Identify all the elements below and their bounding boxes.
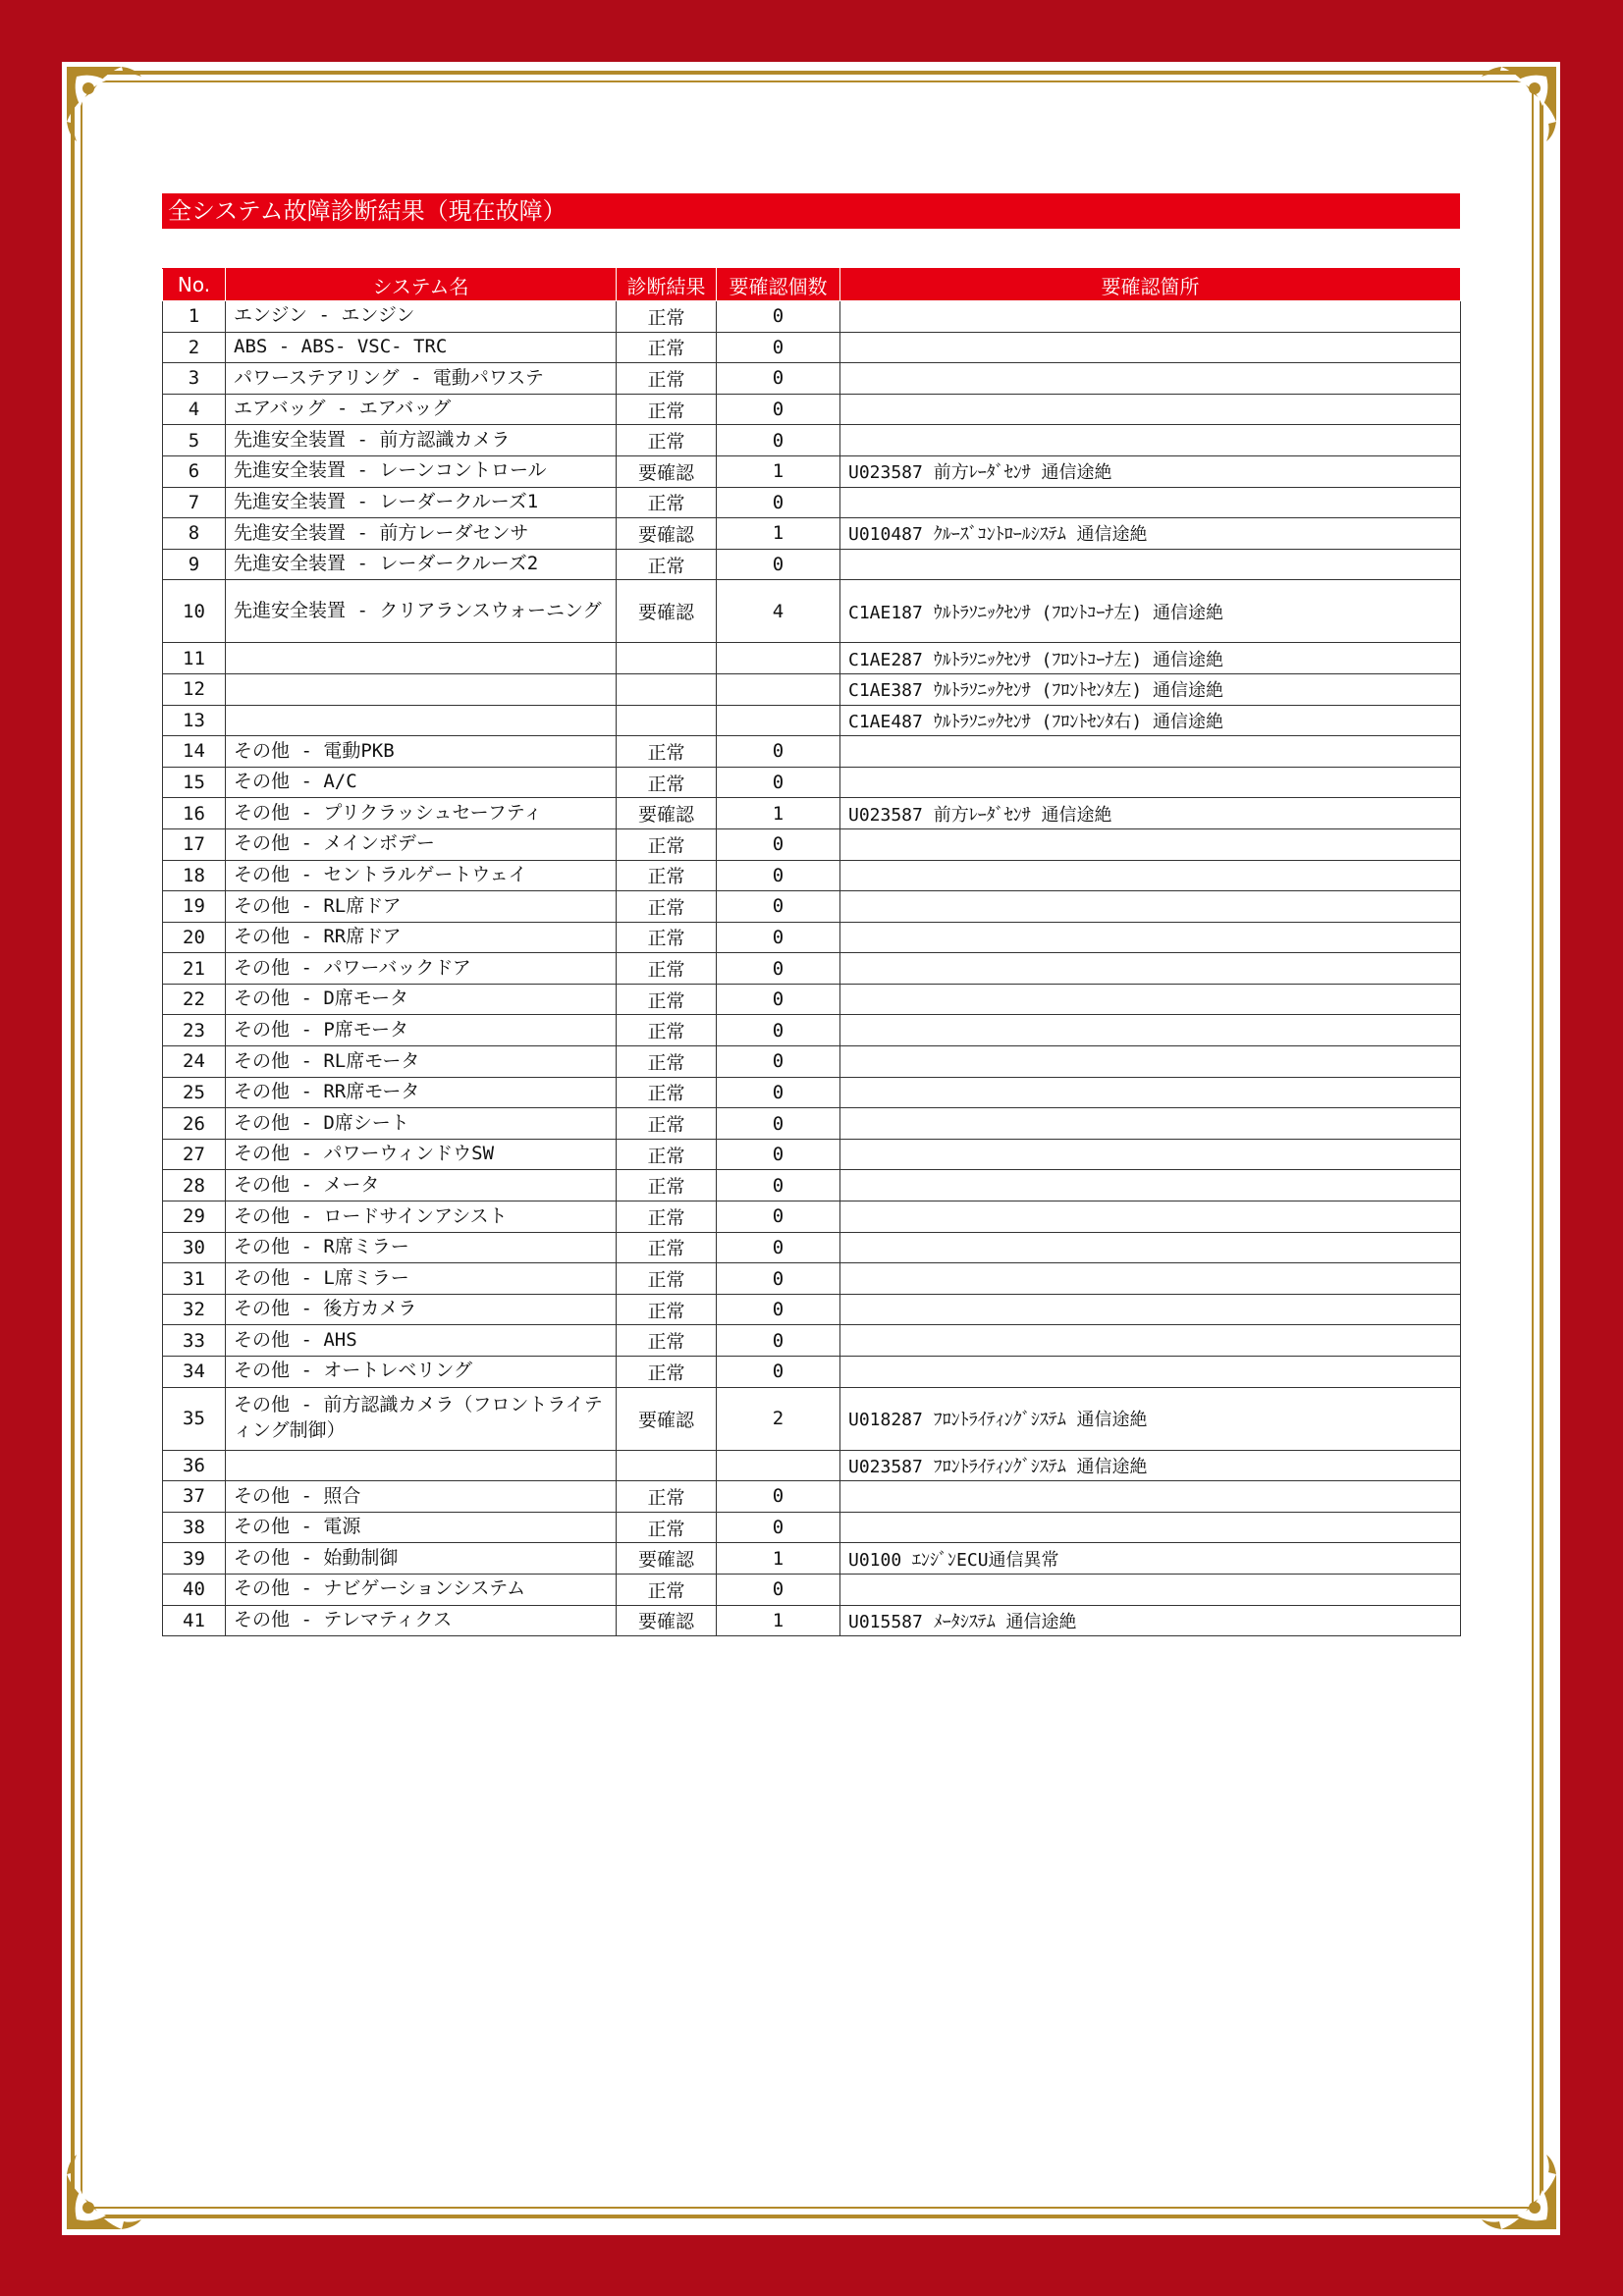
cell-result: 正常 — [617, 1263, 717, 1295]
cell-no: 18 — [163, 860, 226, 891]
cell-result: 正常 — [617, 1015, 717, 1046]
table-row — [163, 1046, 1461, 1078]
cell-no: 11 — [163, 643, 226, 674]
table-row — [163, 767, 1461, 798]
cell-result — [617, 673, 717, 705]
table-row — [163, 487, 1461, 518]
table-row — [163, 1170, 1461, 1201]
header-system: システム名 — [226, 269, 617, 301]
table-row — [163, 891, 1461, 923]
cell-count: 0 — [717, 425, 840, 456]
table-row — [163, 518, 1461, 550]
cell-location: U010487 ｸﾙｰｽﾞｺﾝﾄﾛｰﾙｼｽﾃﾑ 通信途絶 — [840, 518, 1461, 550]
table-header-row — [163, 269, 1461, 301]
cell-count: 0 — [717, 736, 840, 768]
cell-no: 10 — [163, 580, 226, 643]
cell-result: 正常 — [617, 922, 717, 953]
corner-ornament-icon — [1472, 2145, 1560, 2233]
cell-no: 39 — [163, 1543, 226, 1575]
table-row — [163, 1108, 1461, 1140]
cell-location — [840, 984, 1461, 1015]
cell-system: エアバッグ - エアバッグ — [226, 394, 617, 425]
cell-no: 16 — [163, 798, 226, 829]
corner-ornament-icon — [1472, 63, 1560, 151]
cell-count: 2 — [717, 1387, 840, 1450]
cell-system: その他 - ロードサインアシスト — [226, 1201, 617, 1233]
table-row — [163, 736, 1461, 768]
cell-count: 0 — [717, 1574, 840, 1605]
cell-count: 0 — [717, 1357, 840, 1388]
table-row — [163, 549, 1461, 580]
cell-count: 4 — [717, 580, 840, 643]
cell-no: 35 — [163, 1387, 226, 1450]
cell-location — [840, 953, 1461, 985]
cell-count: 0 — [717, 332, 840, 363]
cell-system: その他 - 後方カメラ — [226, 1294, 617, 1325]
cell-no: 2 — [163, 332, 226, 363]
cell-no: 15 — [163, 767, 226, 798]
cell-location — [840, 860, 1461, 891]
cell-location: U023587 ﾌﾛﾝﾄﾗｲﾃｨﾝｸﾞｼｽﾃﾑ 通信途絶 — [840, 1450, 1461, 1481]
table-row — [163, 1294, 1461, 1325]
cell-count: 0 — [717, 1108, 840, 1140]
cell-count — [717, 705, 840, 736]
cell-no: 12 — [163, 673, 226, 705]
cell-result: 正常 — [617, 301, 717, 333]
cell-no: 9 — [163, 549, 226, 580]
cell-result: 要確認 — [617, 1543, 717, 1575]
cell-system: その他 - メータ — [226, 1170, 617, 1201]
cell-location: U015587 ﾒｰﾀｼｽﾃﾑ 通信途絶 — [840, 1605, 1461, 1636]
cell-no: 41 — [163, 1605, 226, 1636]
cell-system: その他 - 照合 — [226, 1481, 617, 1513]
cell-count: 0 — [717, 1046, 840, 1078]
cell-system: その他 - メインボデー — [226, 828, 617, 860]
cell-result: 正常 — [617, 984, 717, 1015]
table-row — [163, 828, 1461, 860]
cell-system: その他 - パワーウィンドウSW — [226, 1139, 617, 1170]
cell-system: その他 - L席ミラー — [226, 1263, 617, 1295]
cell-location — [840, 549, 1461, 580]
cell-location — [840, 1170, 1461, 1201]
cell-location — [840, 363, 1461, 395]
cell-count: 0 — [717, 953, 840, 985]
cell-result: 正常 — [617, 1574, 717, 1605]
table-row — [163, 1232, 1461, 1263]
table-row — [163, 1201, 1461, 1233]
cell-no: 19 — [163, 891, 226, 923]
table-row — [163, 1015, 1461, 1046]
cell-no: 4 — [163, 394, 226, 425]
cell-system: 先進安全装置 - レーンコントロール — [226, 455, 617, 487]
cell-result: 正常 — [617, 953, 717, 985]
cell-no: 33 — [163, 1325, 226, 1357]
table-row — [163, 1077, 1461, 1108]
cell-location: U023587 前方ﾚｰﾀﾞｾﾝｻ 通信途絶 — [840, 798, 1461, 829]
cell-system: その他 - RL席ドア — [226, 891, 617, 923]
corner-ornament-icon — [63, 63, 151, 151]
cell-result — [617, 643, 717, 674]
cell-system — [226, 705, 617, 736]
cell-count: 0 — [717, 1015, 840, 1046]
cell-result: 正常 — [617, 1046, 717, 1078]
cell-count: 0 — [717, 767, 840, 798]
cell-system: その他 - パワーバックドア — [226, 953, 617, 985]
cell-result: 要確認 — [617, 455, 717, 487]
cell-system: その他 - 電源 — [226, 1512, 617, 1543]
cell-location — [840, 828, 1461, 860]
cell-result: 正常 — [617, 1325, 717, 1357]
cell-count: 1 — [717, 455, 840, 487]
cell-location — [840, 736, 1461, 768]
cell-result: 正常 — [617, 363, 717, 395]
cell-no: 14 — [163, 736, 226, 768]
cell-result: 正常 — [617, 332, 717, 363]
cell-location — [840, 1046, 1461, 1078]
header-location: 要確認箇所 — [840, 269, 1461, 301]
cell-system: パワーステアリング - 電動パワステ — [226, 363, 617, 395]
cell-count: 1 — [717, 1543, 840, 1575]
cell-count: 0 — [717, 1294, 840, 1325]
cell-no: 36 — [163, 1450, 226, 1481]
cell-no: 37 — [163, 1481, 226, 1513]
table-row — [163, 1325, 1461, 1357]
cell-no: 28 — [163, 1170, 226, 1201]
cell-no: 5 — [163, 425, 226, 456]
cell-result: 正常 — [617, 394, 717, 425]
cell-count: 0 — [717, 1170, 840, 1201]
cell-location — [840, 1015, 1461, 1046]
cell-count: 1 — [717, 1605, 840, 1636]
cell-count: 0 — [717, 1201, 840, 1233]
cell-count: 0 — [717, 1263, 840, 1295]
cell-result: 正常 — [617, 891, 717, 923]
cell-system: 先進安全装置 - クリアランスウォーニング — [226, 580, 617, 643]
cell-count: 0 — [717, 1481, 840, 1513]
cell-location — [840, 332, 1461, 363]
cell-system: 先進安全装置 - レーダークルーズ2 — [226, 549, 617, 580]
cell-count: 0 — [717, 1139, 840, 1170]
cell-no: 25 — [163, 1077, 226, 1108]
table-row — [163, 425, 1461, 456]
cell-system: その他 - D席モータ — [226, 984, 617, 1015]
table-row — [163, 860, 1461, 891]
cell-result: 正常 — [617, 549, 717, 580]
cell-system: その他 - 前方認識カメラ（フロントライティング制御） — [226, 1387, 617, 1450]
cell-location — [840, 922, 1461, 953]
cell-location: U0100 ｴﾝｼﾞﾝECU通信異常 — [840, 1543, 1461, 1575]
cell-count: 0 — [717, 1512, 840, 1543]
cell-result: 正常 — [617, 1232, 717, 1263]
cell-location — [840, 767, 1461, 798]
cell-system: その他 - R席ミラー — [226, 1232, 617, 1263]
cell-count — [717, 643, 840, 674]
cell-no: 26 — [163, 1108, 226, 1140]
cell-location — [840, 1481, 1461, 1513]
cell-location — [840, 1201, 1461, 1233]
cell-no: 32 — [163, 1294, 226, 1325]
table-row — [163, 798, 1461, 829]
header-no: No. — [163, 269, 226, 301]
cell-count: 0 — [717, 891, 840, 923]
cell-result: 要確認 — [617, 1605, 717, 1636]
cell-system — [226, 1450, 617, 1481]
table-row — [163, 1357, 1461, 1388]
cell-location — [840, 425, 1461, 456]
cell-count: 0 — [717, 549, 840, 580]
cell-location — [840, 1325, 1461, 1357]
cell-count: 0 — [717, 394, 840, 425]
cell-no: 13 — [163, 705, 226, 736]
cell-count: 0 — [717, 860, 840, 891]
table-row — [163, 1512, 1461, 1543]
table-row — [163, 1387, 1461, 1450]
cell-result: 正常 — [617, 1139, 717, 1170]
cell-location — [840, 1077, 1461, 1108]
cell-no: 3 — [163, 363, 226, 395]
cell-result: 正常 — [617, 1108, 717, 1140]
cell-count: 0 — [717, 1325, 840, 1357]
cell-system: その他 - ナビゲーションシステム — [226, 1574, 617, 1605]
cell-system: その他 - オートレベリング — [226, 1357, 617, 1388]
cell-location: C1AE387 ｳﾙﾄﾗｿﾆｯｸｾﾝｻ (ﾌﾛﾝﾄｾﾝﾀ左) 通信途絶 — [840, 673, 1461, 705]
header-result: 診断結果 — [617, 269, 717, 301]
table-row — [163, 1263, 1461, 1295]
cell-system: その他 - プリクラッシュセーフティ — [226, 798, 617, 829]
cell-result: 正常 — [617, 767, 717, 798]
cell-system: その他 - A/C — [226, 767, 617, 798]
cell-location — [840, 487, 1461, 518]
cell-no: 8 — [163, 518, 226, 550]
cell-no: 40 — [163, 1574, 226, 1605]
cell-no: 27 — [163, 1139, 226, 1170]
table-row — [163, 1605, 1461, 1636]
table-row — [163, 705, 1461, 736]
cell-location — [840, 394, 1461, 425]
cell-no: 31 — [163, 1263, 226, 1295]
cell-system: その他 - RL席モータ — [226, 1046, 617, 1078]
cell-result: 要確認 — [617, 798, 717, 829]
cell-no: 30 — [163, 1232, 226, 1263]
cell-no: 7 — [163, 487, 226, 518]
cell-count: 1 — [717, 798, 840, 829]
cell-location — [840, 1294, 1461, 1325]
table-row — [163, 363, 1461, 395]
cell-result: 正常 — [617, 736, 717, 768]
cell-system: その他 - 電動PKB — [226, 736, 617, 768]
cell-no: 23 — [163, 1015, 226, 1046]
cell-no: 1 — [163, 301, 226, 333]
cell-count: 0 — [717, 984, 840, 1015]
page-title: 全システム故障診断結果（現在故障） — [162, 193, 1460, 229]
cell-system: エンジン - エンジン — [226, 301, 617, 333]
cell-system: その他 - 始動制御 — [226, 1543, 617, 1575]
table-row — [163, 1450, 1461, 1481]
table-row — [163, 332, 1461, 363]
cell-no: 38 — [163, 1512, 226, 1543]
cell-no: 17 — [163, 828, 226, 860]
cell-system: その他 - AHS — [226, 1325, 617, 1357]
cell-result: 正常 — [617, 1512, 717, 1543]
cell-count: 0 — [717, 828, 840, 860]
cell-system: その他 - RR席モータ — [226, 1077, 617, 1108]
cell-no: 6 — [163, 455, 226, 487]
cell-location — [840, 1574, 1461, 1605]
cell-system: 先進安全装置 - レーダークルーズ1 — [226, 487, 617, 518]
cell-location — [840, 1512, 1461, 1543]
cell-result: 正常 — [617, 1481, 717, 1513]
table-row — [163, 673, 1461, 705]
cell-system — [226, 673, 617, 705]
cell-result: 要確認 — [617, 1387, 717, 1450]
cell-location: U018287 ﾌﾛﾝﾄﾗｲﾃｨﾝｸﾞｼｽﾃﾑ 通信途絶 — [840, 1387, 1461, 1450]
table-row — [163, 1543, 1461, 1575]
cell-location: C1AE287 ｳﾙﾄﾗｿﾆｯｸｾﾝｻ (ﾌﾛﾝﾄｺｰﾅ左) 通信途絶 — [840, 643, 1461, 674]
cell-result: 要確認 — [617, 518, 717, 550]
cell-count: 0 — [717, 487, 840, 518]
cell-no: 22 — [163, 984, 226, 1015]
table-row — [163, 922, 1461, 953]
cell-location — [840, 1139, 1461, 1170]
cell-location — [840, 891, 1461, 923]
cell-result: 正常 — [617, 860, 717, 891]
diagnosis-table — [162, 268, 1461, 1636]
cell-count: 0 — [717, 1077, 840, 1108]
cell-result: 正常 — [617, 487, 717, 518]
cell-result: 正常 — [617, 1077, 717, 1108]
cell-location — [840, 1357, 1461, 1388]
cell-system: 先進安全装置 - 前方認識カメラ — [226, 425, 617, 456]
cell-location: C1AE187 ｳﾙﾄﾗｿﾆｯｸｾﾝｻ (ﾌﾛﾝﾄｺｰﾅ左) 通信途絶 — [840, 580, 1461, 643]
cell-result: 要確認 — [617, 580, 717, 643]
cell-result: 正常 — [617, 1170, 717, 1201]
cell-result — [617, 705, 717, 736]
cell-system: その他 - テレマティクス — [226, 1605, 617, 1636]
cell-count: 0 — [717, 1232, 840, 1263]
table-row — [163, 1574, 1461, 1605]
cell-location — [840, 1232, 1461, 1263]
cell-count — [717, 1450, 840, 1481]
cell-no: 21 — [163, 953, 226, 985]
table-row — [163, 394, 1461, 425]
cell-no: 34 — [163, 1357, 226, 1388]
cell-result: 正常 — [617, 1294, 717, 1325]
cell-count: 0 — [717, 363, 840, 395]
cell-system: その他 - D席シート — [226, 1108, 617, 1140]
cell-system: その他 - RR席ドア — [226, 922, 617, 953]
table-row — [163, 1481, 1461, 1513]
cell-location — [840, 1108, 1461, 1140]
cell-location: C1AE487 ｳﾙﾄﾗｿﾆｯｸｾﾝｻ (ﾌﾛﾝﾄｾﾝﾀ右) 通信途絶 — [840, 705, 1461, 736]
cell-result — [617, 1450, 717, 1481]
cell-count: 0 — [717, 301, 840, 333]
cell-system: 先進安全装置 - 前方レーダセンサ — [226, 518, 617, 550]
cell-result: 正常 — [617, 828, 717, 860]
cell-location — [840, 1263, 1461, 1295]
header-count: 要確認個数 — [717, 269, 840, 301]
table-row — [163, 301, 1461, 333]
corner-ornament-icon — [63, 2145, 151, 2233]
table-row — [163, 984, 1461, 1015]
cell-no: 24 — [163, 1046, 226, 1078]
table-row — [163, 580, 1461, 643]
cell-system — [226, 643, 617, 674]
cell-no: 20 — [163, 922, 226, 953]
cell-count: 0 — [717, 922, 840, 953]
cell-result: 正常 — [617, 425, 717, 456]
table-row — [163, 1139, 1461, 1170]
cell-result: 正常 — [617, 1357, 717, 1388]
table-row — [163, 455, 1461, 487]
cell-location: U023587 前方ﾚｰﾀﾞｾﾝｻ 通信途絶 — [840, 455, 1461, 487]
table-row — [163, 953, 1461, 985]
cell-no: 29 — [163, 1201, 226, 1233]
cell-location — [840, 301, 1461, 333]
cell-system: その他 - P席モータ — [226, 1015, 617, 1046]
cell-system: ABS - ABS- VSC- TRC — [226, 332, 617, 363]
cell-count — [717, 673, 840, 705]
cell-count: 1 — [717, 518, 840, 550]
cell-system: その他 - セントラルゲートウェイ — [226, 860, 617, 891]
cell-result: 正常 — [617, 1201, 717, 1233]
table-row — [163, 643, 1461, 674]
